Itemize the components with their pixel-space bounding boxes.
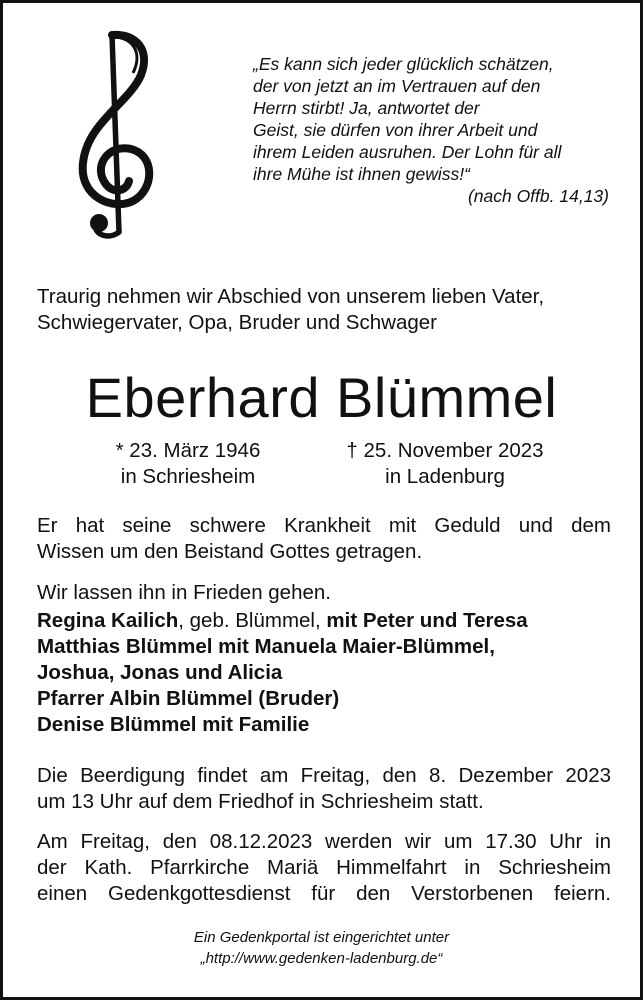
- quote-source: (nach Offb. 14,13): [467, 186, 609, 206]
- portal-url: „http://www.gedenken-ladenburg.de“: [200, 950, 443, 967]
- mass-line: einen Gedenkgottesdienst für den Verstorbenen feiern.: [37, 882, 611, 905]
- quote-line: der von jetzt an im Vertrauen auf den: [253, 76, 541, 96]
- family-member: Matthias Blümmel mit Manuela Maier-Blümmel,: [37, 635, 495, 658]
- family-note: , geb. Blümmel,: [178, 609, 327, 632]
- death-date: † 25. November 2023: [346, 439, 544, 462]
- family-list: [37, 608, 611, 738]
- treble-clef-icon: [69, 27, 159, 242]
- intro-text: [37, 284, 617, 336]
- family-member: Pfarrer Albin Blümmel (Bruder): [37, 687, 340, 710]
- burial-line: um 13 Uhr auf dem Friedhof in Schriesheim statt.: [37, 790, 484, 813]
- quote-line: ihrem Leiden ausruhen. Der Lohn für all: [253, 142, 562, 162]
- birth-place: in Schriesheim: [120, 465, 256, 488]
- deceased-name: Eberhard Blümmel: [85, 366, 558, 429]
- death-info: [325, 438, 565, 490]
- birth-info: [73, 438, 303, 490]
- family-row: [37, 634, 611, 660]
- quote-line: Herrn stirbt! Ja, antwortet der: [253, 98, 480, 118]
- mass-line: der Kath. Pfarrkirche Mariä Himmelfahrt in Schriesheim: [37, 856, 611, 879]
- family-row: [37, 660, 611, 686]
- memorial-portal-note: [3, 927, 640, 969]
- family-member: Denise Blümmel mit Familie: [37, 713, 310, 736]
- family-member: Joshua, Jonas und Alicia: [37, 661, 283, 684]
- family-member: mit Peter und Teresa: [326, 609, 528, 632]
- illness-line: Wissen um den Beistand Gottes getragen.: [37, 540, 423, 563]
- family-member: Regina Kailich: [37, 609, 179, 632]
- birth-date: * 23. März 1946: [115, 439, 261, 462]
- bible-quote: [253, 53, 613, 207]
- family-row: [37, 712, 611, 738]
- burial-line: Die Beerdigung findet am Freitag, den 8. Dezember 2023: [37, 764, 611, 787]
- portal-line: Ein Gedenkportal ist eingerichtet unter: [193, 929, 450, 946]
- illness-line: Er hat seine schwere Krankheit mit Geduld und dem: [37, 514, 611, 537]
- mass-line: Am Freitag, den 08.12.2023 werden wir um 17.30 Uhr in: [37, 830, 611, 853]
- farewell-line: Wir lassen ihn in Frieden gehen.: [37, 581, 331, 604]
- family-row: [37, 686, 611, 712]
- family-row: [37, 608, 611, 634]
- intro-line: Schwiegervater, Opa, Bruder und Schwager: [37, 311, 437, 334]
- intro-line: Traurig nehmen wir Abschied von unserem lieben Vater,: [37, 285, 545, 308]
- death-place: in Ladenburg: [385, 465, 505, 488]
- burial-info: [37, 763, 611, 815]
- quote-line: Geist, sie dürfen von ihrer Arbeit und: [253, 120, 538, 140]
- quote-line: „Es kann sich jeder glücklich schätzen,: [253, 54, 554, 74]
- memorial-service-info: [37, 829, 611, 907]
- quote-line: ihre Mühe ist ihnen gewiss!“: [253, 164, 470, 184]
